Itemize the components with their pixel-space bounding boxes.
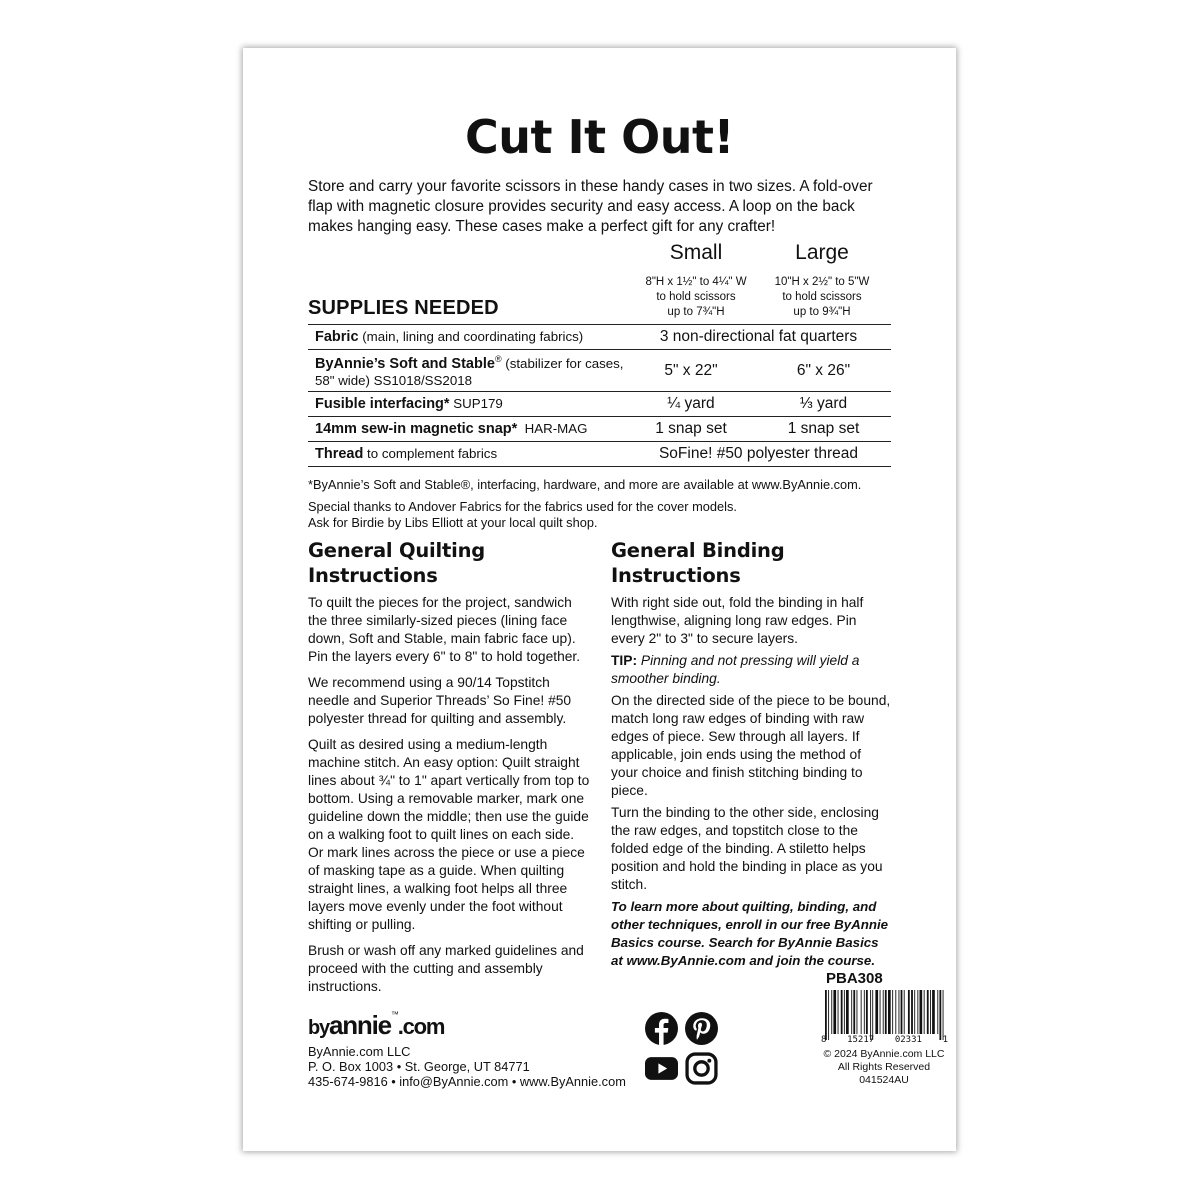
availability-note: *ByAnnie’s Soft and Stable®, interfacing, hardware, and more are available at www.ByAnnie.com. (308, 477, 862, 492)
binding-instructions (611, 538, 891, 970)
quilting-heading: General Quilting Instructions (308, 539, 486, 587)
pinterest-icon[interactable] (685, 1012, 718, 1045)
instagram-icon[interactable] (685, 1052, 718, 1085)
quilting-paragraph: Quilt as desired using a medium-length machine stitch. An easy option: Quilt straight lines about ¾" to 1" apart vertically from top to bottom. Using a removable marker, mark one guideline down the middle; then use the guide on a walking foot to quilt lines on each side. Or mark lines across the piece or use a piece of masking tape as a guide. When quilting straight lines, a walking foot helps all three layers move evenly under the foot without shifting or pulling. (308, 737, 590, 932)
binding-tip: TIP: Pinning and not pressing will yield a smoother binding. (611, 653, 860, 686)
quilting-paragraph: We recommend using a 90/14 Topstitch needle and Superior Threads’ So Fine! #50 polyester thread for quilting and assembly. (308, 675, 572, 726)
supply-small-value: 1 snap set (626, 417, 756, 442)
barcode-digits: 8 15217 02331 1 (821, 1035, 948, 1045)
supply-item: Fusible interfacing* SUP179 (308, 392, 626, 417)
product-code: PBA308 (826, 970, 883, 987)
supply-small-value: ¼ yard (626, 392, 756, 417)
table-row (308, 392, 891, 417)
copyright-block: © 2024 ByAnnie.com LLC All Rights Reserved 041524AU (823, 1048, 945, 1086)
quilting-paragraph: To quilt the pieces for the project, sandwich the three similarly-sized pieces (lining face down, Soft and Stable, main fabric face up). Pin the layers every 6" to 8" to hold together. (308, 595, 581, 664)
supply-large-value: 6" x 26" (756, 350, 891, 392)
facebook-icon[interactable] (645, 1012, 678, 1045)
supply-large-value: ⅓ yard (756, 392, 891, 417)
size-large-desc: 10"H x 2½" to 5"W to hold scissors up to 9¾"H (774, 276, 870, 318)
quilting-instructions (308, 538, 593, 1004)
table-row (308, 325, 891, 350)
supply-item: 14mm sew-in magnetic snap* HAR-MAG (308, 417, 626, 442)
size-small-desc: 8"H x 1½" to 4¼" W to hold scissors up to 7¾"H (645, 276, 747, 318)
table-row (308, 417, 891, 442)
supply-item: Thread to complement fabrics (308, 442, 626, 467)
size-large-label: Large (795, 241, 849, 264)
supply-value: 3 non-directional fat quarters (626, 325, 891, 350)
supply-item: Fabric (main, lining and coordinating fabrics) (308, 325, 626, 350)
size-small-label: Small (669, 241, 723, 264)
quilting-paragraph: Brush or wash off any marked guidelines and proceed with the cutting and assembly instructions. (308, 943, 584, 994)
table-row (308, 350, 891, 392)
binding-paragraph: On the directed side of the piece to be bound, match long raw edges of binding with raw edges of piece. Sew through all layers. If applicable, join ends using the method of your choice and finish stitching binding to piece. (611, 693, 891, 798)
supplies-table (308, 324, 891, 467)
supply-large-value: 1 snap set (756, 417, 891, 442)
pattern-back-card (243, 48, 956, 1151)
binding-paragraph: Turn the binding to the other side, enclosing the raw edges, and topstitch close to the folded edge of the binding. A stiletto helps position and hold the binding in place as you stitch. (611, 805, 883, 892)
supply-value: SoFine! #50 polyester thread (626, 442, 891, 467)
learn-more-text: To learn more about quilting, binding, and other techniques, enroll in our free ByAnnie Basics course. Search for ByAnnie Basics at www.ByAnnie.com and join the course. (611, 899, 889, 968)
table-row (308, 442, 891, 467)
binding-heading: General Binding Instructions (611, 539, 785, 587)
company-address: ByAnnie.com LLC P. O. Box 1003 • St. George, UT 84771 435-674-9816 • info@ByAnnie.com • www.ByAnnie.com (308, 1044, 626, 1089)
binding-paragraph: With right side out, fold the binding in half lengthwise, aligning long raw edges. Pin every 2" to 3" to secure layers. (611, 595, 864, 646)
page-title: Cut It Out! (465, 110, 734, 164)
supply-item: ByAnnie’s Soft and Stable® (stabilizer for cases, 58" wide) SS1018/SS2018 (308, 350, 626, 392)
byannie-logo: byannie™.com (308, 1010, 445, 1040)
thanks-note: Special thanks to Andover Fabrics for the fabrics used for the cover models. Ask for Birdie by Libs Elliott at your local quilt shop. (308, 499, 737, 530)
intro-paragraph: Store and carry your favorite scissors in these handy cases in two sizes. A fold-over flap with magnetic closure provides security and easy access. A loop on the back makes hanging easy. These cases make a perfect gift for any crafter! (308, 178, 873, 235)
supplies-heading: SUPPLIES NEEDED (308, 297, 499, 319)
supply-small-value: 5" x 22" (626, 350, 756, 392)
youtube-icon[interactable] (645, 1052, 678, 1085)
